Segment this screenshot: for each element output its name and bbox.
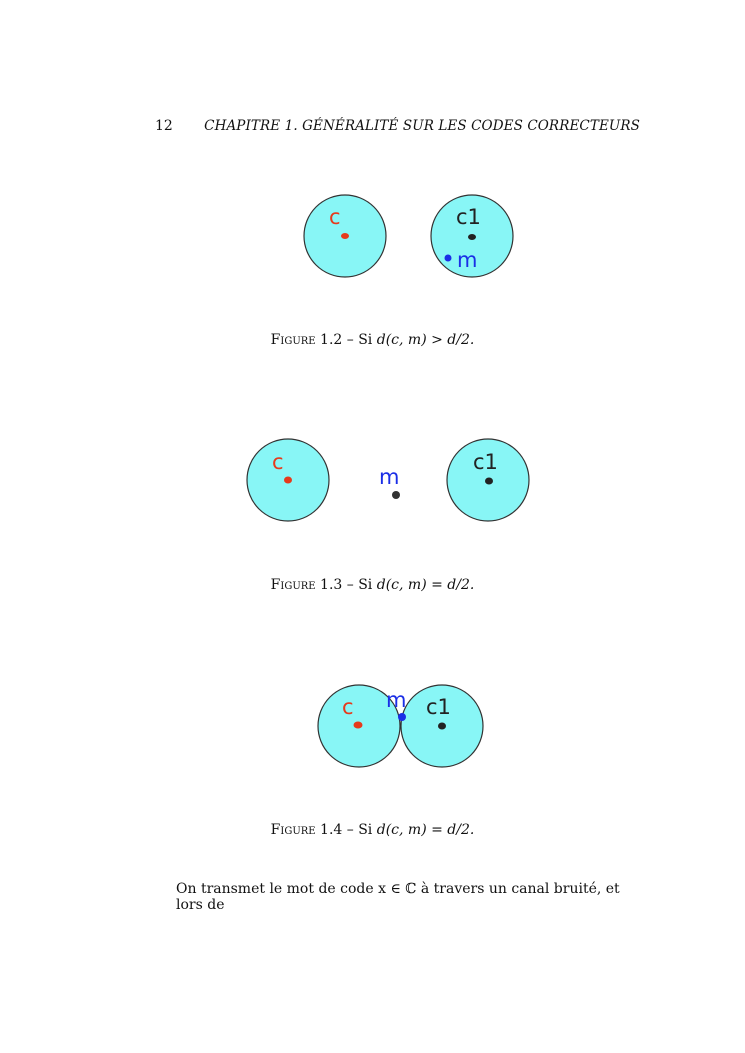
caption-dash: – <box>346 332 354 348</box>
figure-1-2-caption <box>0 332 745 348</box>
point-c <box>284 477 292 484</box>
caption-dash: – <box>346 577 354 593</box>
figure-1-4-diagram <box>312 680 492 775</box>
caption-figure-word: Figure <box>270 577 316 593</box>
figure-1-4-caption <box>0 822 745 838</box>
caption-si: Si <box>358 822 373 838</box>
page-header <box>155 118 645 138</box>
caption-number: 1.2 <box>320 332 343 348</box>
running-head: CHAPITRE 1. GÉNÉRALITÉ SUR LES CODES CORRECTEURS <box>204 118 640 134</box>
label-m: m <box>379 465 400 489</box>
point-c <box>341 233 349 239</box>
caption-figure-word: Figure <box>270 822 316 838</box>
label-c1: c1 <box>426 695 451 719</box>
point-m <box>398 713 406 721</box>
point-c <box>354 722 363 729</box>
point-c1 <box>468 234 476 240</box>
point-c1 <box>485 478 493 485</box>
label-m: m <box>457 248 478 272</box>
caption-math: d(c, m) = d/2. <box>376 822 475 838</box>
point-m <box>445 255 452 262</box>
caption-si: Si <box>358 332 373 348</box>
caption-number: 1.3 <box>320 577 343 593</box>
caption-math: d(c, m) > d/2. <box>376 332 475 348</box>
figure-1-3-caption <box>0 577 745 593</box>
caption-math: d(c, m) = d/2. <box>376 577 475 593</box>
caption-figure-word: Figure <box>270 332 316 348</box>
caption-number: 1.4 <box>320 822 343 838</box>
label-c1: c1 <box>456 205 481 229</box>
label-m: m <box>386 688 407 712</box>
point-m <box>392 491 400 499</box>
label-c: c <box>342 695 354 719</box>
caption-si: Si <box>358 577 373 593</box>
figure-1-3-diagram <box>242 434 537 529</box>
point-c1 <box>438 723 446 730</box>
label-c: c <box>272 450 284 474</box>
body-paragraph: On transmet le mot de code x ∈ ℂ à travers un canal bruité, et lors de <box>176 881 620 913</box>
label-c1: c1 <box>473 450 498 474</box>
page-number: 12 <box>155 118 173 134</box>
figure-1-2-diagram <box>300 190 520 285</box>
label-c: c <box>329 205 341 229</box>
caption-dash: – <box>346 822 354 838</box>
